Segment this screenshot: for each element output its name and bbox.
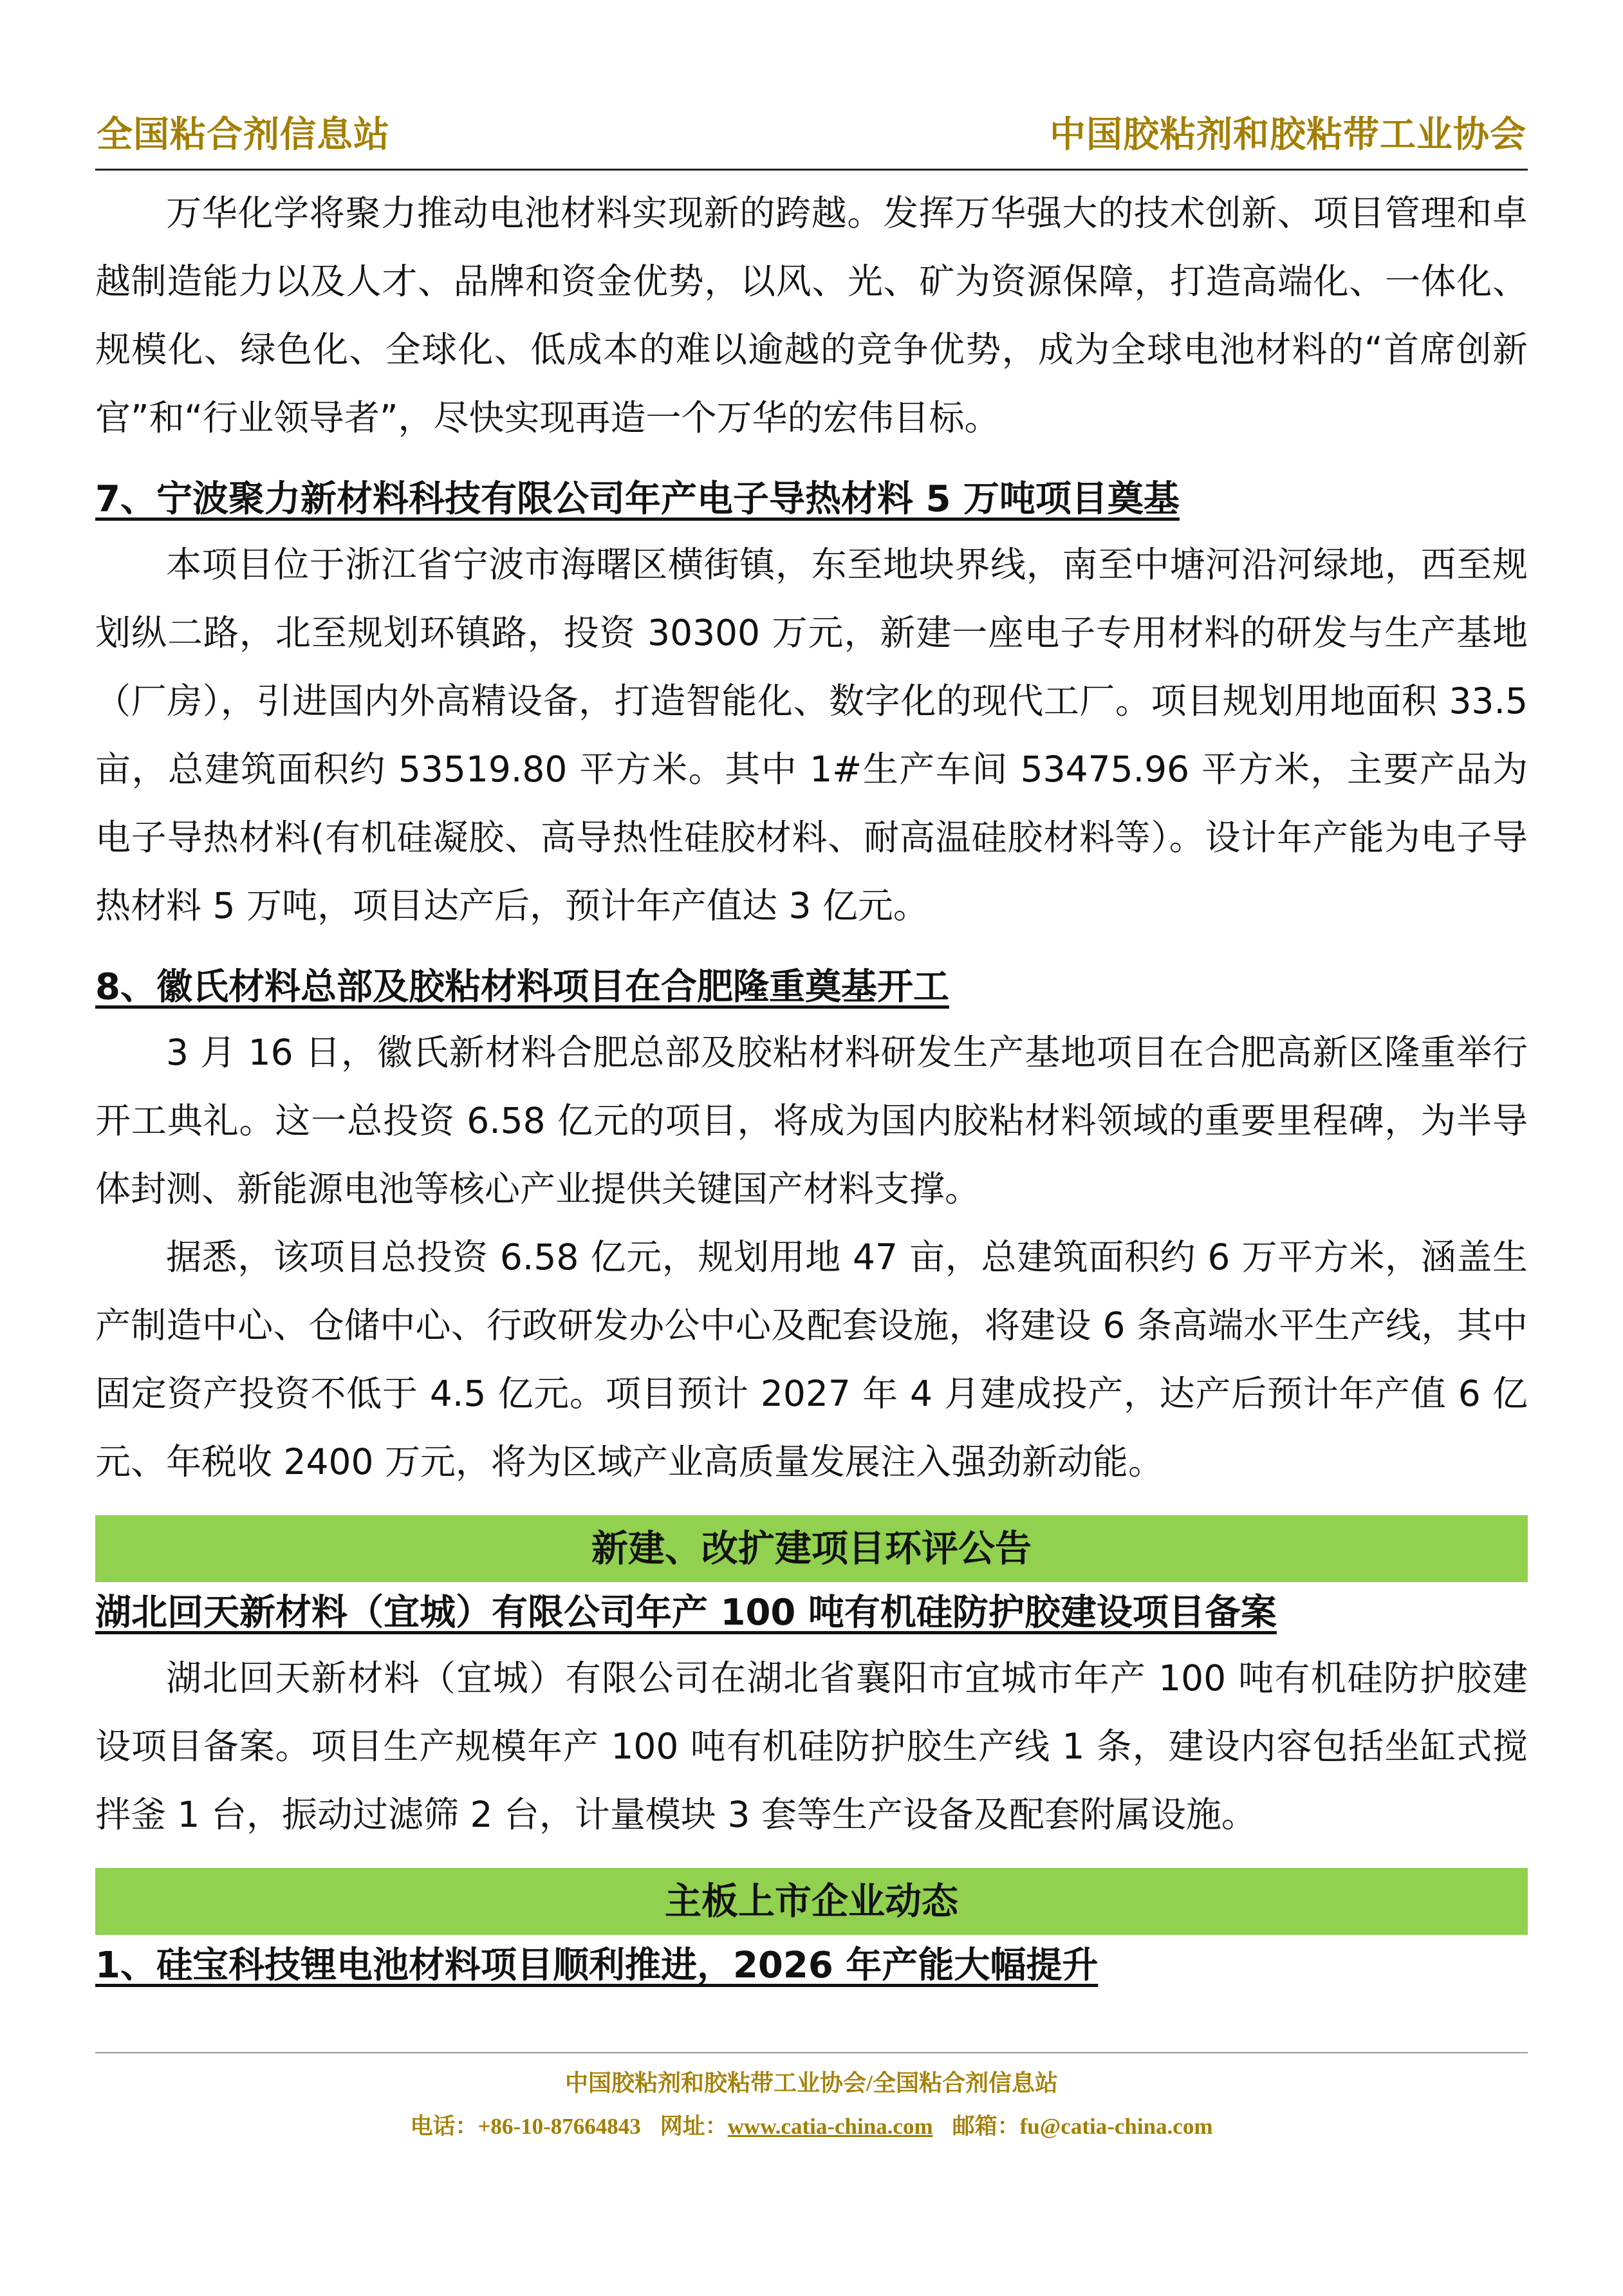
section-7-title: 7、宁波聚力新材料科技有限公司年产电子导热材料 5 万吨项目奠基 [95,478,1180,520]
market-section-title: 1、硅宝科技锂电池材料项目顺利推进，2026 年产能大幅提升 [95,1945,1099,1986]
footer-email[interactable]: 邮箱：fu@catia-china.com [952,2114,1213,2139]
env-section-paragraph: 湖北回天新材料（宜城）有限公司在湖北省襄阳市宜城市年产 100 吨有机硅防护胶建设项目备案。项目生产规模年产 100 吨有机硅防护胶生产线 1 条，建设内容包括坐缸式搅拌釜 1 台，振动过滤筛 2 台，计量模块 3 套等生产设备及配套附属设施。 [95,1657,1528,1835]
section-8-title: 8、徽氏材料总部及胶粘材料项目在合肥隆重奠基开工 [95,966,949,1008]
header-association-name: 中国胶粘剂和胶粘带工业协会 [1050,114,1526,156]
section-8-paragraph-1: 3 月 16 日，徽氏新材料合肥总部及胶粘材料研发生产基地项目在合肥高新区隆重举行开工典礼。这一总投资 6.58 亿元的项目，将成为国内胶粘材料领域的重要里程碑，为半导体封测、新能源电池等核心产业提供关键国产材料支撑。 [95,1032,1528,1209]
footer-organization: 中国胶粘剂和胶粘带工业协会/全国粘合剂信息站 [564,2070,1058,2096]
header-site-name: 全国粘合剂信息站 [97,114,390,156]
section-7-paragraph: 本项目位于浙江省宁波市海曙区横街镇，东至地块界线，南至中塘河沿河绿地，西至规划纵二路，北至规划环镇路，投资 30300 万元，新建一座电子专用材料的研发与生产基地（厂房），引进国内外高精设备，打造智能化、数字化的现代工厂。项目规划用地面积 33.5 亩，总建筑面积约 53519.80 平方米。其中 1#生产车间 53475.96 平方米，主要产品为电子导热材料(有机硅凝胶、高导热性硅胶材料、耐高温硅胶材料等）。设计年产能为电子导热材料 5 万吨，项目达产后，预计年产值达 3 亿元。 [95,544,1528,926]
article-body [95,179,1528,1997]
footer-website-label: 网址： [660,2114,728,2139]
intro-paragraph: 万华化学将聚力推动电池材料实现新的跨越。发挥万华强大的技术创新、项目管理和卓越制造能力以及人才、品牌和资金优势，以风、光、矿为资源保障，打造高端化、一体化、规模化、绿色化、全球化、低成本的难以逾越的竞争优势，成为全球电池材料的“首席创新官”和“行业领导者”，尽快实现再造一个万华的宏伟目标。 [95,192,1528,438]
footer-contact [0,2109,1623,2141]
listed-companies-banner: 主板上市企业动态 [95,1868,1528,1935]
footer-divider [95,2052,1528,2053]
section-8-paragraph-2: 据悉，该项目总投资 6.58 亿元，规划用地 47 亩，总建筑面积约 6 万平方米，涵盖生产制造中心、仓储中心、行政研发办公中心及配套设施，将建设 6 条高端水平生产线，其中固定资产投资不低于 4.5 亿元。项目预计 2027 年 4 月建成投产，达产后预计年产值 6 亿元、年税收 2400 万元，将为区域产业高质量发展注入强劲新动能。 [95,1237,1528,1482]
header-divider [95,169,1528,171]
env-section-title: 湖北回天新材料（宜城）有限公司年产 100 吨有机硅防护胶建设项目备案 [95,1592,1277,1634]
footer-phone: 电话：+86-10-87664843 [410,2114,641,2139]
footer-website-link[interactable]: www.catia-china.com [727,2114,933,2139]
env-assessment-banner: 新建、改扩建项目环评公告 [95,1515,1528,1582]
